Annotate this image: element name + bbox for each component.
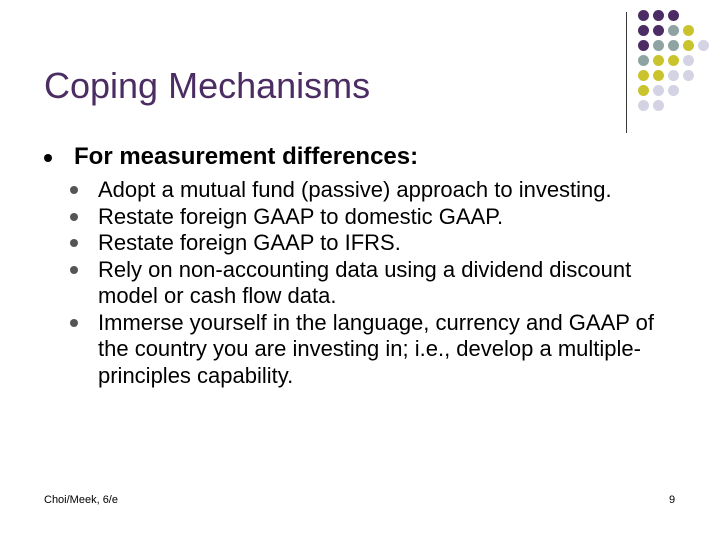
decorative-dot: [683, 40, 694, 51]
decorative-dot: [653, 70, 664, 81]
sub-bullet-list: [70, 177, 660, 389]
decorative-divider: [626, 12, 627, 133]
decorative-dot: [668, 70, 679, 81]
decorative-dot: [638, 55, 649, 66]
decorative-dot: [638, 25, 649, 36]
decorative-dot: [683, 70, 694, 81]
main-bullet-text: For measurement differences:: [74, 143, 419, 170]
decorative-dot: [638, 100, 649, 111]
slide-title: Coping Mechanisms: [44, 65, 371, 106]
decorative-dot-grid: [638, 10, 720, 120]
sub-bullet-item: [70, 204, 660, 231]
sub-bullet-text: Restate foreign GAAP to domestic GAAP.: [98, 203, 504, 229]
decorative-dot: [698, 40, 709, 51]
decorative-dot: [653, 25, 664, 36]
sub-bullet-item: [70, 310, 660, 390]
decorative-dot: [653, 40, 664, 51]
decorative-dot: [683, 55, 694, 66]
decorative-dot: [638, 40, 649, 51]
bullet-icon: [70, 186, 78, 194]
footer-source: Choi/Meek, 6/e: [44, 494, 118, 506]
decorative-dot: [638, 70, 649, 81]
decorative-dot: [638, 85, 649, 96]
bullet-icon: [70, 239, 78, 247]
decorative-dot: [668, 40, 679, 51]
decorative-dot: [683, 25, 694, 36]
decorative-dot: [668, 85, 679, 96]
decorative-dot: [653, 10, 664, 21]
bullet-icon: [70, 266, 78, 274]
sub-bullet-text: Rely on non-accounting data using a dividend discount model or cash flow data.: [98, 256, 632, 308]
bullet-icon: [70, 319, 78, 327]
sub-bullet-item: [70, 257, 660, 310]
sub-bullet-text: Immerse yourself in the language, currency and GAAP of the country you are investing in; i.e., develop a multiple-principles capability.: [98, 309, 654, 388]
decorative-dot: [653, 100, 664, 111]
decorative-dot: [653, 55, 664, 66]
sub-bullet-item: [70, 177, 660, 204]
decorative-dot: [668, 10, 679, 21]
decorative-dot: [668, 55, 679, 66]
sub-bullet-item: [70, 230, 660, 257]
decorative-dot: [638, 10, 649, 21]
page-number: 9: [669, 494, 676, 506]
bullet-icon: [44, 154, 52, 162]
sub-bullet-text: Adopt a mutual fund (passive) approach to investing.: [98, 177, 612, 202]
bullet-icon: [70, 213, 78, 221]
decorative-dot: [668, 25, 679, 36]
decorative-dot: [653, 85, 664, 96]
sub-bullet-text: Restate foreign GAAP to IFRS.: [98, 230, 401, 255]
